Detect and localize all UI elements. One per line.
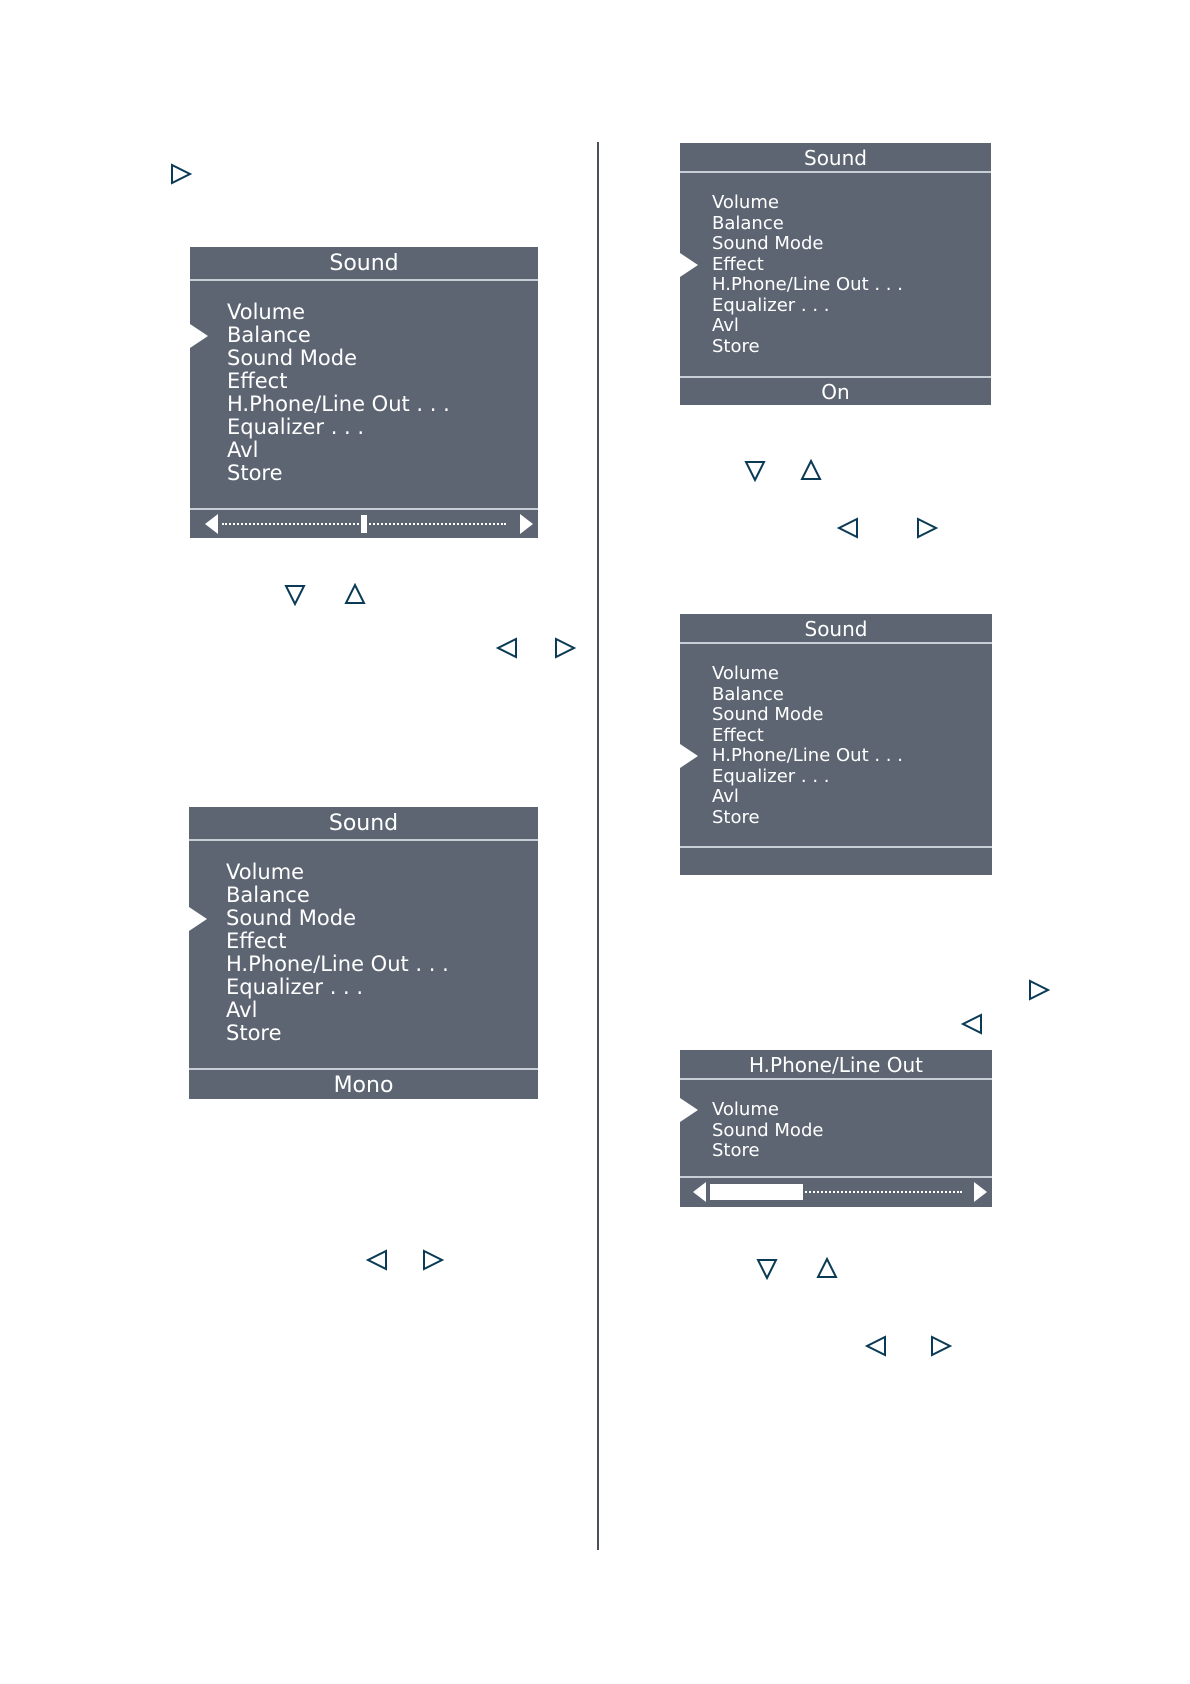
- osd-menu-list: [680, 193, 991, 357]
- right-arrow-icon: [418, 1246, 446, 1274]
- left-arrow-icon: [863, 1332, 891, 1360]
- osd-footer-value: On: [680, 376, 991, 405]
- menu-item[interactable]: Balance: [226, 883, 310, 907]
- menu-item[interactable]: H.Phone/Line Out . . .: [712, 274, 903, 295]
- osd-menu-list: [680, 664, 992, 828]
- menu-item[interactable]: Sound Mode: [712, 704, 824, 725]
- right-arrow-icon: [550, 634, 578, 662]
- menu-item[interactable]: Equalizer . . .: [712, 294, 830, 316]
- menu-item[interactable]: Equalizer . . .: [712, 765, 830, 787]
- osd-title: Sound: [680, 143, 991, 173]
- osd-footer-empty: [680, 846, 992, 875]
- balance-bar[interactable]: [190, 508, 538, 538]
- menu-item[interactable]: Sound Mode: [712, 1119, 824, 1141]
- osd-footer-value: Mono: [189, 1068, 538, 1099]
- left-arrow-icon: [494, 634, 522, 662]
- selection-arrow-icon: [680, 253, 698, 277]
- menu-item[interactable]: Effect: [712, 724, 764, 746]
- osd-title: Sound: [190, 247, 538, 281]
- down-arrow-icon: [741, 456, 769, 484]
- bar-right-cap: [520, 514, 533, 534]
- menu-item[interactable]: Volume: [712, 192, 779, 213]
- osd-sound-mode: [189, 807, 538, 1099]
- menu-item[interactable]: Avl: [226, 998, 258, 1022]
- menu-item[interactable]: Effect: [226, 929, 287, 953]
- volume-fill: [710, 1184, 803, 1200]
- bar-left-cap: [205, 514, 218, 534]
- balance-thumb[interactable]: [361, 515, 367, 533]
- menu-item[interactable]: Store: [226, 1021, 282, 1045]
- left-arrow-icon: [835, 514, 863, 542]
- bar-right-cap: [974, 1182, 987, 1202]
- right-arrow-icon: [166, 160, 194, 188]
- menu-item[interactable]: Sound Mode: [712, 233, 824, 254]
- right-arrow-icon: [1024, 976, 1052, 1004]
- selection-arrow-icon: [680, 744, 698, 768]
- menu-item[interactable]: Volume: [712, 663, 779, 684]
- osd-title: Sound: [189, 807, 538, 841]
- selection-arrow-icon: [680, 1098, 698, 1122]
- menu-item[interactable]: Balance: [227, 324, 538, 347]
- menu-item[interactable]: Store: [712, 806, 760, 828]
- selection-arrow-icon: [190, 324, 208, 348]
- down-arrow-icon: [753, 1254, 781, 1282]
- menu-item[interactable]: Volume: [712, 1100, 992, 1121]
- menu-item[interactable]: Volume: [226, 860, 305, 884]
- menu-item[interactable]: Sound Mode: [227, 346, 358, 370]
- osd-hphone-lineout: [680, 1050, 992, 1207]
- menu-item[interactable]: Effect: [227, 369, 288, 393]
- up-arrow-icon: [341, 580, 369, 608]
- column-divider: [597, 142, 599, 1550]
- menu-item[interactable]: Avl: [712, 786, 739, 807]
- osd-menu-list: [190, 301, 538, 485]
- menu-item[interactable]: Sound Mode: [226, 907, 538, 930]
- menu-item[interactable]: Store: [227, 461, 283, 485]
- osd-title: Sound: [680, 614, 992, 644]
- osd-menu-list: [680, 1100, 992, 1162]
- right-arrow-icon: [926, 1332, 954, 1360]
- osd-title: H.Phone/Line Out: [680, 1050, 992, 1080]
- osd-sound-hphone: [680, 614, 992, 875]
- up-arrow-icon: [797, 456, 825, 484]
- menu-item[interactable]: Equalizer . . .: [227, 415, 365, 439]
- menu-item[interactable]: H.Phone/Line Out . . .: [227, 392, 450, 416]
- down-arrow-icon: [281, 580, 309, 608]
- selection-arrow-icon: [189, 907, 207, 931]
- left-arrow-icon: [959, 1010, 987, 1038]
- menu-item[interactable]: Balance: [712, 212, 784, 234]
- menu-item[interactable]: Volume: [227, 300, 306, 324]
- menu-item[interactable]: H.Phone/Line Out . . .: [712, 746, 992, 767]
- menu-item[interactable]: Equalizer . . .: [226, 975, 364, 999]
- menu-item[interactable]: H.Phone/Line Out . . .: [226, 952, 449, 976]
- left-arrow-icon: [364, 1246, 392, 1274]
- osd-sound-effect: [680, 143, 991, 405]
- bar-left-cap: [693, 1182, 706, 1202]
- right-arrow-icon: [912, 514, 940, 542]
- menu-item[interactable]: Store: [712, 1140, 760, 1161]
- menu-item[interactable]: Effect: [712, 255, 991, 276]
- osd-menu-list: [189, 861, 538, 1045]
- up-arrow-icon: [813, 1254, 841, 1282]
- osd-sound-balance: [190, 247, 538, 538]
- menu-item[interactable]: Store: [712, 335, 760, 357]
- volume-bar[interactable]: [680, 1176, 992, 1207]
- menu-item[interactable]: Avl: [227, 438, 259, 462]
- menu-item[interactable]: Avl: [712, 315, 739, 336]
- menu-item[interactable]: Balance: [712, 683, 784, 705]
